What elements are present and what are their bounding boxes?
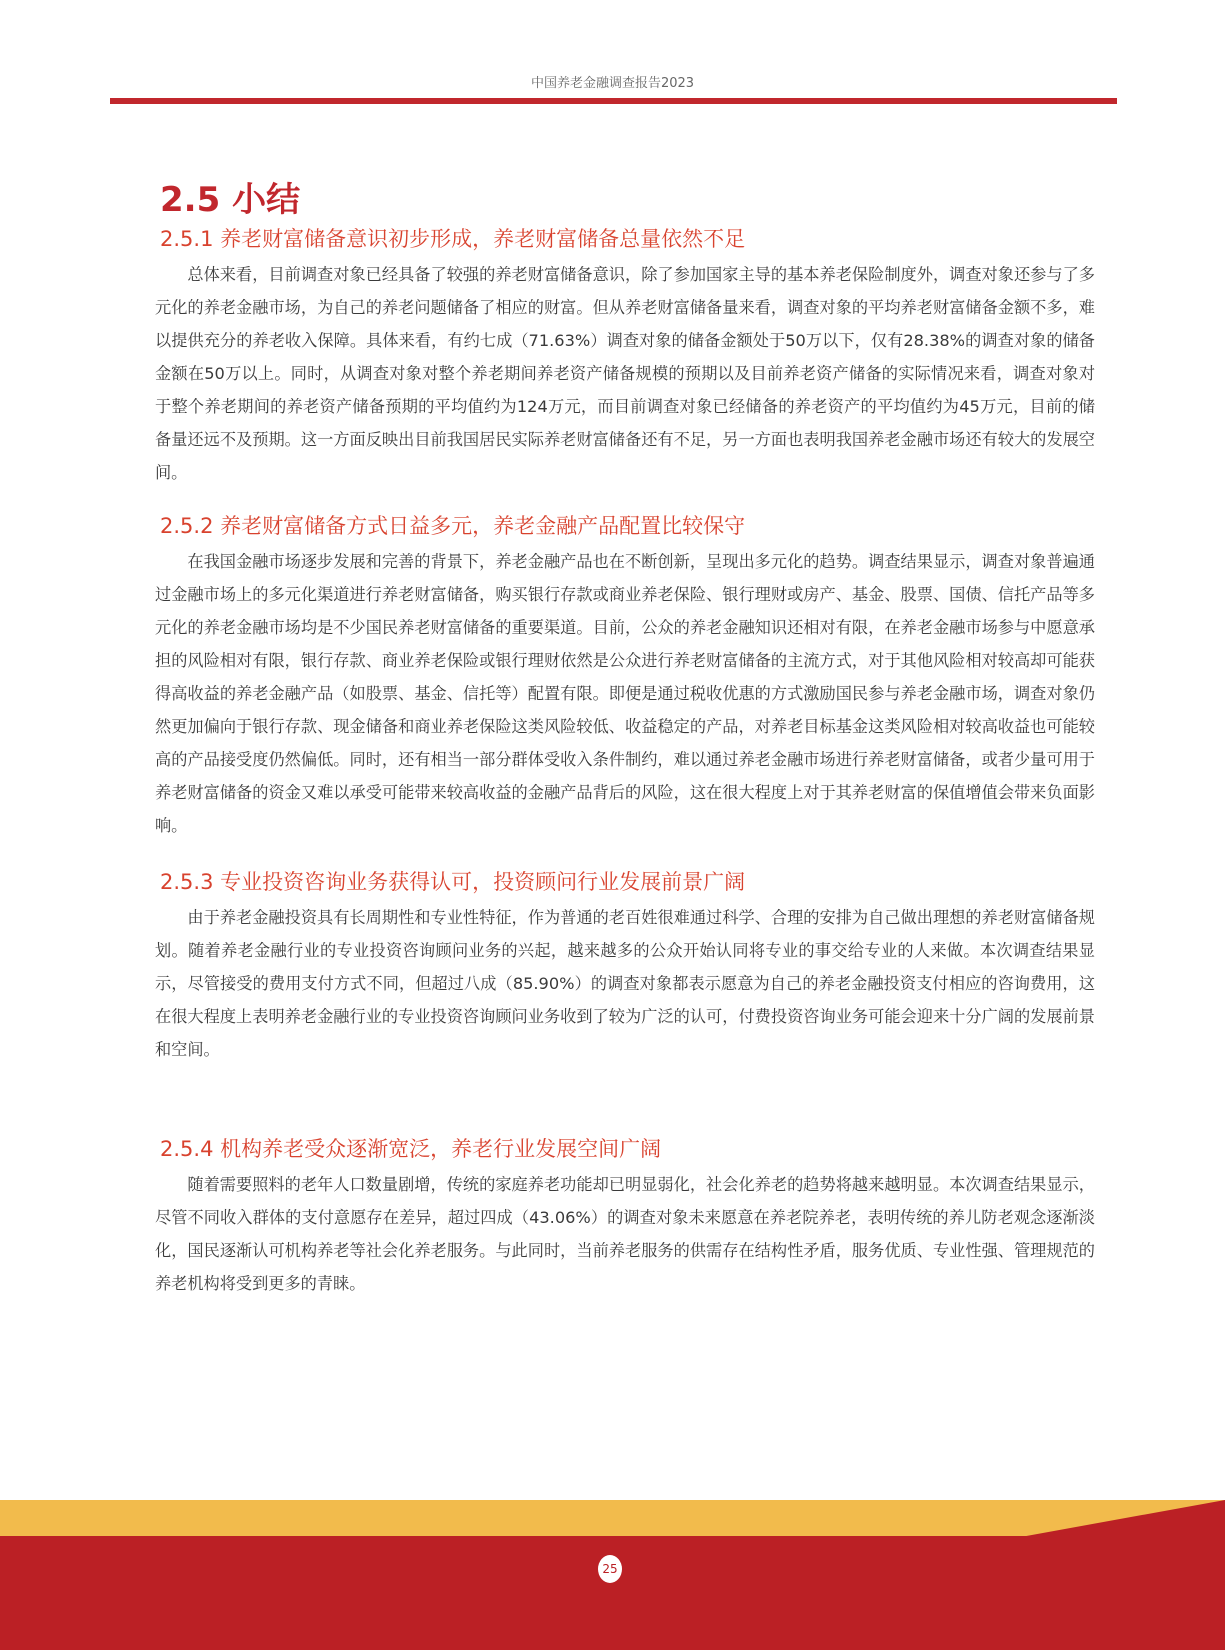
section-body: 由于养老金融投资具有长周期性和专业性特征，作为普通的老百姓很难通过科学、合理的安排为自己做出理想的养老财富储备规划。随着养老金融行业的专业投资咨询顾问业务的兴起，越来越多的公众开始认同将专业的事交给专业的人来做。本次调查结果显示，尽管接受的费用支付方式不同，但超过八成（85.90%）的调查对象都表示愿意为自己的养老金融投资支付相应的咨询费用，这在很大程度上表明养老金融行业的专业投资咨询顾问业务收到了较为广泛的认可，付费投资咨询业务可能会迎来十分广阔的发展前景和空间。 [155,908,1095,1059]
section-body: 总体来看，目前调查对象已经具备了较强的养老财富储备意识，除了参加国家主导的基本养老保险制度外，调查对象还参与了多元化的养老金融市场，为自己的养老问题储备了相应的财富。但从养老财富储备量来看，调查对象的平均养老财富储备金额不多，难以提供充分的养老收入保障。具体来看，有约七成（71.63%）调查对象的储备金额处于50万以下，仅有28.38%的调查对象的储备金额在50万以上。同时，从调查对象对整个养老期间养老资产储备规模的预期以及目前养老资产储备的实际情况来看，调查对象对于整个养老期间的养老资产储备预期的平均值约为124万元，而目前调查对象已经储备的养老资产的平均值约为45万元，目前的储备量还远不及预期。这一方面反映出目前我国居民实际养老财富储备还有不足，另一方面也表明我国养老金融市场还有较大的发展空间。 [155,265,1095,482]
section-heading: 2.5.2 养老财富储备方式日益多元，养老金融产品配置比较保守 [160,514,746,538]
footer-red-band [0,1536,1225,1650]
section-body: 在我国金融市场逐步发展和完善的背景下，养老金融产品也在不断创新，呈现出多元化的趋势。调查结果显示，调查对象普遍通过金融市场上的多元化渠道进行养老财富储备，购买银行存款或商业养老保险、银行理财或房产、基金、股票、国债、信托产品等多元化的养老金融市场均是不少国民养老财富储备的重要渠道。目前，公众的养老金融知识还相对有限，在养老金融市场参与中愿意承担的风险相对有限，银行存款、商业养老保险或银行理财依然是公众进行养老财富储备的主流方式，对于其他风险相对较高却可能获得高收益的养老金融产品（如股票、基金、信托等）配置有限。即便是通过税收优惠的方式激励国民参与养老金融市场，调查对象仍然更加偏向于银行存款、现金储备和商业养老保险这类风险较低、收益稳定的产品，对养老目标基金这类风险相对较高收益也可能较高的产品接受度仍然偏低。同时，还有相当一部分群体受收入条件制约，难以通过养老金融市场进行养老财富储备，或者少量可用于养老财富储备的资金又难以承受可能带来较高收益的金融产品背后的风险，这在很大程度上对于其养老财富的保值增值会带来负面影响。 [155,552,1095,835]
section-2-5-3 [155,867,1095,1066]
page-title: 2.5 小结 [160,180,301,220]
footer-diagonal-accent [0,1498,1225,1538]
section-body: 随着需要照料的老年人口数量剧增，传统的家庭养老功能却已明显弱化，社会化养老的趋势将越来越明显。本次调查结果显示，尽管不同收入群体的支付意愿存在差异，超过四成（43.06%）的调查对象未来愿意在养老院养老，表明传统的养儿防老观念逐渐淡化，国民逐渐认可机构养老等社会化养老服务。与此同时，当前养老服务的供需存在结构性矛盾，服务优质、专业性强、管理规范的养老机构将受到更多的青睐。 [155,1175,1095,1293]
page-number: 25 [598,1555,622,1583]
section-2-5-2 [155,511,1095,842]
section-2-5-1 [155,224,1095,489]
section-2-5-4 [155,1134,1095,1300]
section-heading: 2.5.1 养老财富储备意识初步形成，养老财富储备总量依然不足 [160,227,746,251]
section-heading: 2.5.3 专业投资咨询业务获得认可，投资顾问行业发展前景广阔 [160,870,746,894]
header-rule [110,98,1117,104]
running-header-title: 中国养老金融调查报告2023 [530,76,695,91]
section-heading: 2.5.4 机构养老受众逐渐宽泛，养老行业发展空间广阔 [160,1137,662,1161]
